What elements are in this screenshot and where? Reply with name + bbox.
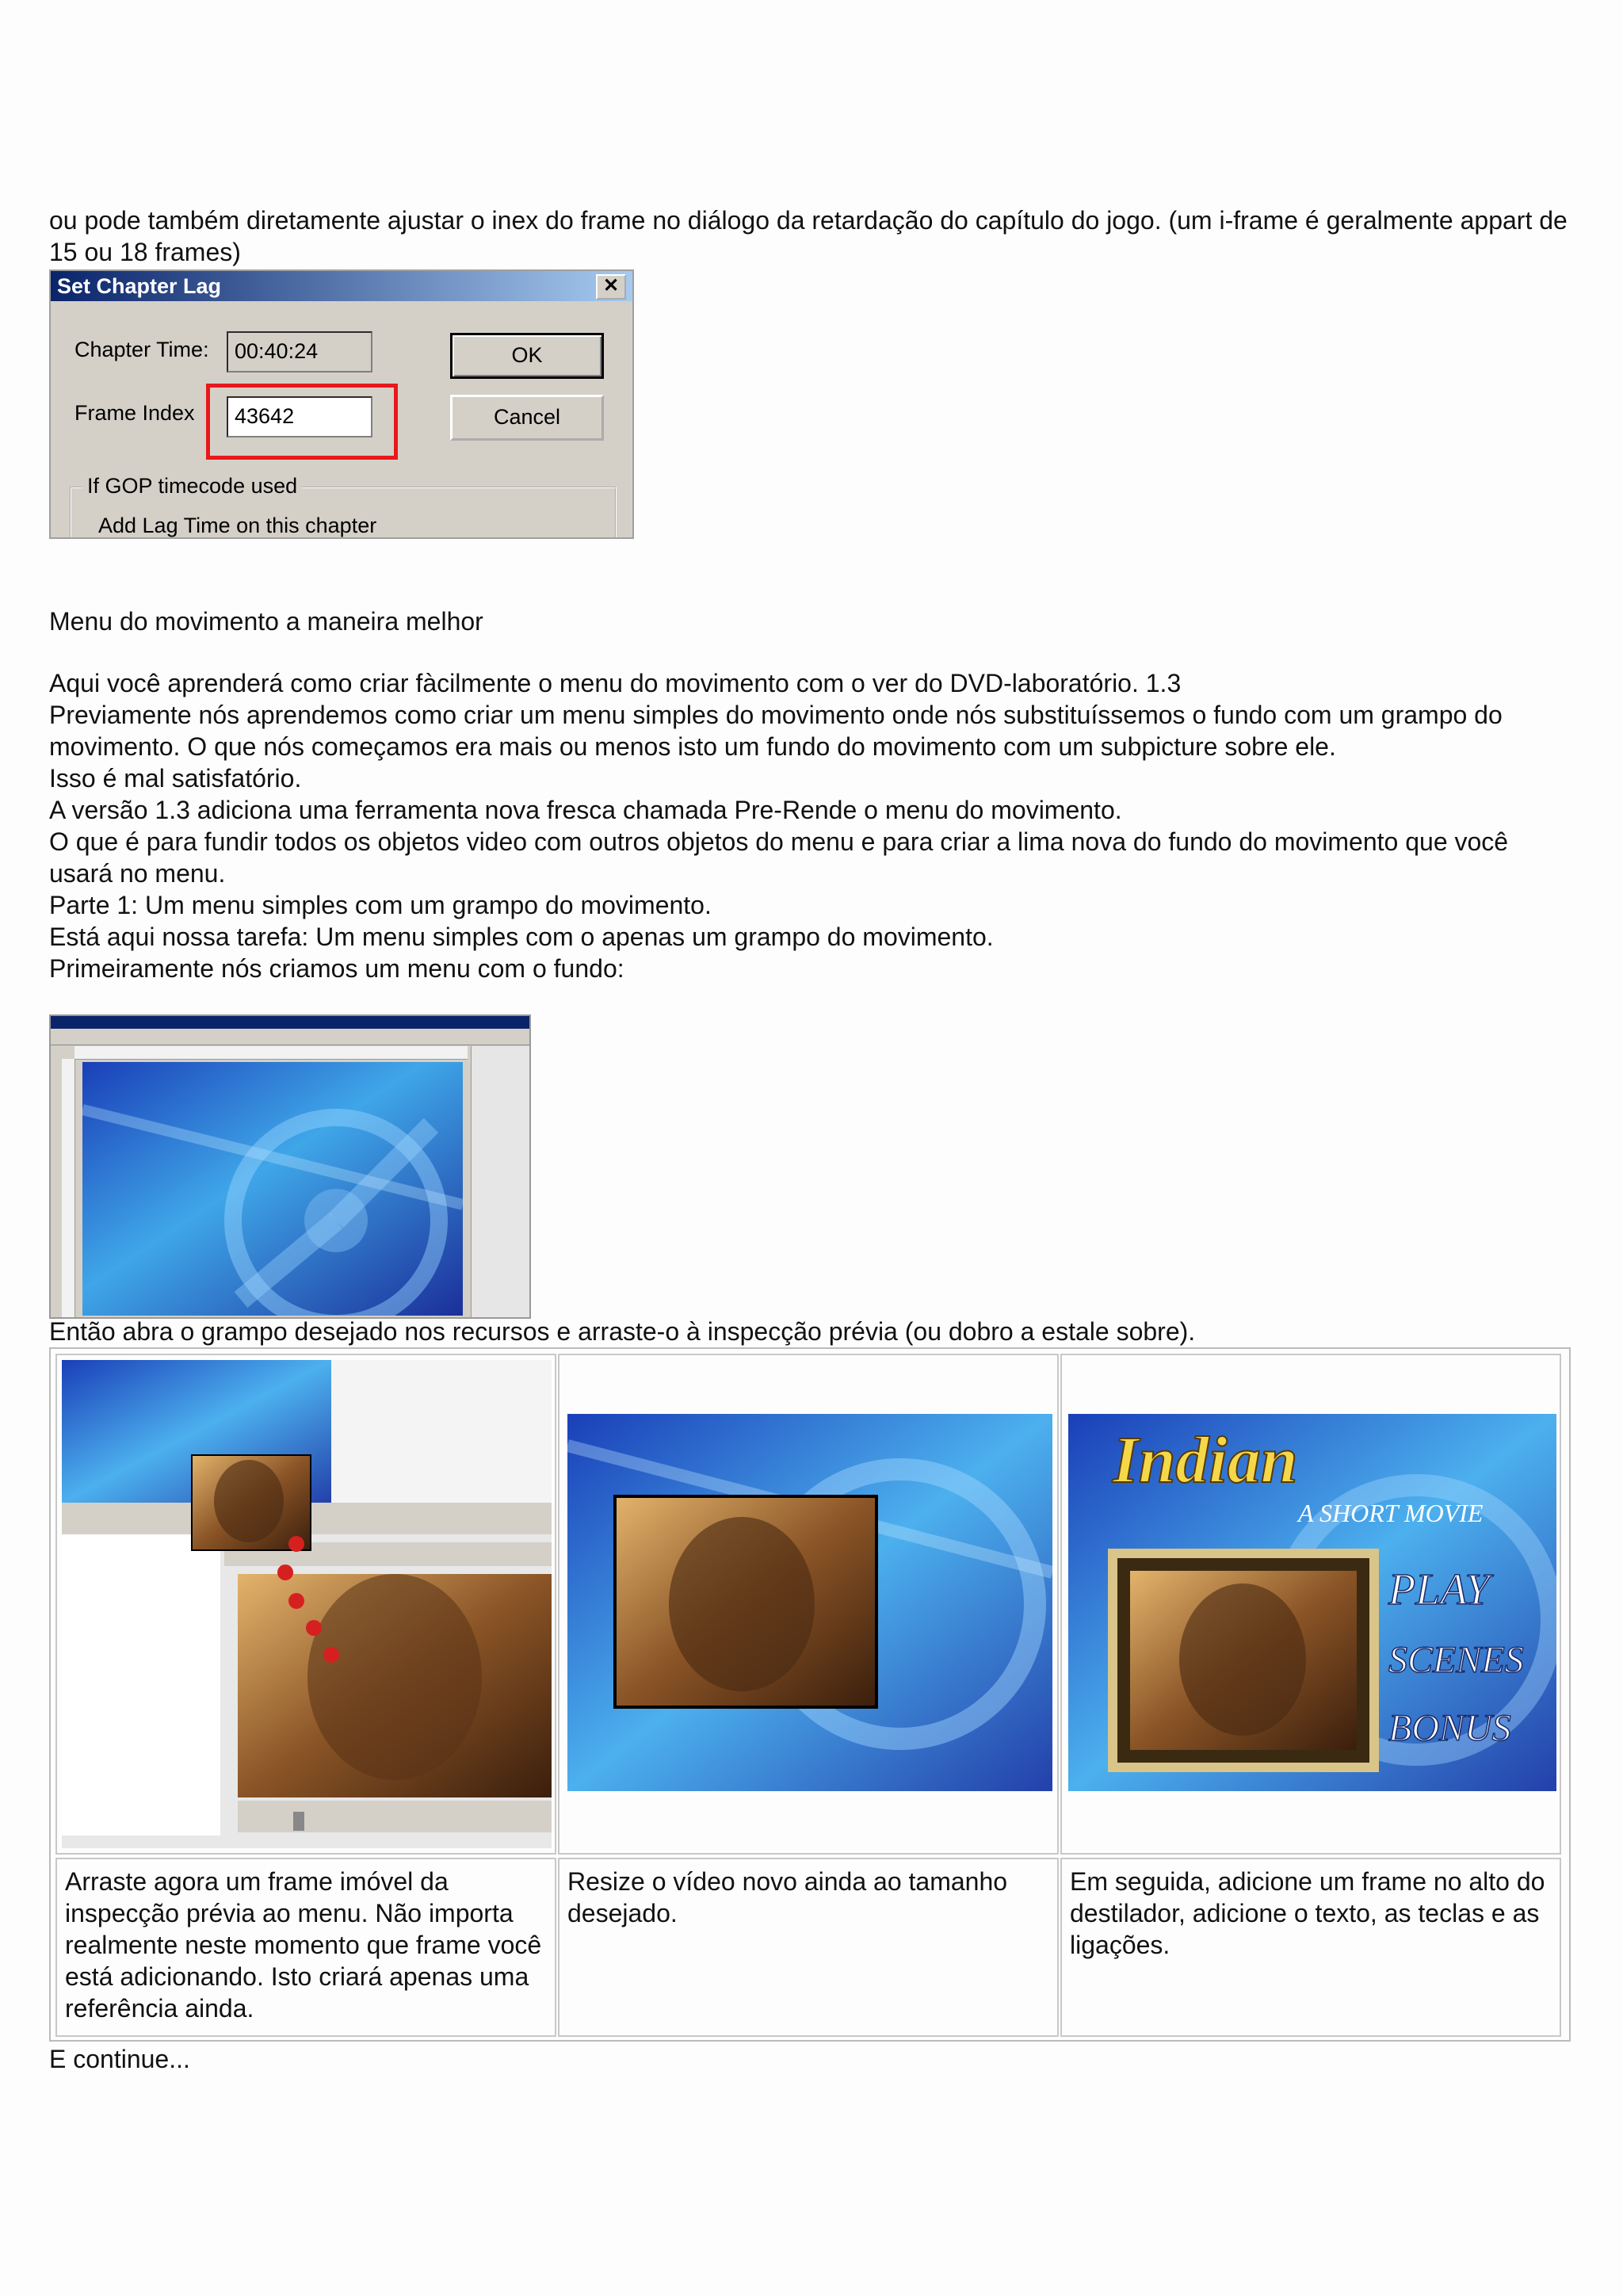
- menu-subtitle: A SHORT MOVIE: [1298, 1499, 1484, 1527]
- paragraph: Parte 1: Um menu simples com um grampo do movimento.: [49, 891, 712, 919]
- set-chapter-lag-dialog: [49, 269, 634, 539]
- instruction-paragraph: Então abra o grampo desejado nos recursos e arraste-o à inspecção prévia (ou dobro a estale sobre).: [49, 1317, 1196, 1346]
- menu-background-image: [82, 1062, 463, 1316]
- menu-title: Indian: [1113, 1423, 1298, 1497]
- step-caption: Resize o vídeo novo ainda ao tamanho desejado.: [567, 1867, 1008, 1927]
- dialog-title-bar: [51, 271, 632, 301]
- closing-text: E continue...: [49, 2045, 190, 2073]
- step-image-cell: [55, 1354, 556, 1855]
- editor-ruler-vertical: [62, 1059, 75, 1317]
- paragraph: Isso é mal satisfatório.: [49, 764, 302, 793]
- close-icon[interactable]: ✕: [596, 274, 626, 300]
- frame-index-field[interactable]: 43642: [227, 396, 372, 437]
- step-image-cell: [558, 1354, 1059, 1855]
- chapter-time-label: Chapter Time:: [74, 338, 209, 361]
- caption-cell: [558, 1858, 1059, 2037]
- editor-title-bar: [51, 1016, 529, 1029]
- menu-play-button[interactable]: PLAY: [1388, 1565, 1490, 1614]
- menu-bonus-button[interactable]: BONUS: [1388, 1707, 1511, 1749]
- editor-toolbar: [51, 1029, 529, 1045]
- paragraph: Primeiramente nós criamos um menu com o fundo:: [49, 954, 624, 983]
- step-caption: Em seguida, adicione um frame no alto do destilador, adicione o texto, as teclas e as ligações.: [1070, 1867, 1545, 1959]
- paragraph: Previamente nós aprendemos como criar um menu simples do movimento onde nós substituíssemos o fundo com um grampo do movimento. O que nós começamos era mais ou menos isto um fundo do movimento com um subpicture sobre ele.: [49, 701, 1503, 761]
- resized-video-screenshot: [567, 1414, 1052, 1791]
- editor-properties-panel: [471, 1046, 530, 1317]
- menu-scenes-button[interactable]: SCENES: [1388, 1639, 1524, 1681]
- frame-index-label: Frame Index: [74, 401, 195, 425]
- paragraph: Está aqui nossa tarefa: Um menu simples com o apenas um grampo do movimento.: [49, 923, 994, 951]
- chapter-time-field[interactable]: 00:40:24: [227, 331, 372, 372]
- step-caption: Arraste agora um frame imóvel da inspecção prévia ao menu. Não importa realmente neste momento que frame você está adicionando. Isto criará apenas uma referência ainda.: [65, 1867, 542, 2023]
- section-title: Menu do movimento a maneira melhor: [49, 607, 483, 636]
- paragraph: O que é para fundir todos os objetos video com outros objetos do menu e para criar a lima nova do fundo do movimento que você usará no menu.: [49, 827, 1509, 888]
- menu-editor-screenshot: [49, 1014, 531, 1319]
- paragraph: Aqui você aprenderá como criar fàcilmente o menu do movimento com o ver do DVD-laboratório. 1.3: [49, 669, 1182, 697]
- intro-paragraph: ou pode também diretamente ajustar o inex do frame no diálogo da retardação do capítulo do jogo. (um i-frame é geralmente appart de 15 ou 18 frames): [49, 206, 1568, 266]
- add-lag-time-option[interactable]: Add Lag Time on this chapter: [98, 514, 377, 537]
- caption-cell: [55, 1858, 556, 2037]
- gop-group-label: If GOP timecode used: [82, 474, 302, 499]
- drag-frame-screenshot: [62, 1360, 552, 1848]
- caption-cell: [1060, 1858, 1561, 2037]
- dialog-title: Set Chapter Lag: [57, 274, 222, 298]
- steps-table: [49, 1347, 1571, 2042]
- paragraph: A versão 1.3 adiciona uma ferramenta nova fresca chamada Pre-Rende o menu do movimento.: [49, 796, 1122, 824]
- final-menu-screenshot: [1068, 1414, 1556, 1791]
- editor-ruler: [74, 1046, 468, 1060]
- cancel-button[interactable]: Cancel: [450, 395, 604, 441]
- ok-button[interactable]: OK: [450, 333, 604, 379]
- body-text: [49, 667, 1571, 984]
- step-image-cell: [1060, 1354, 1561, 1855]
